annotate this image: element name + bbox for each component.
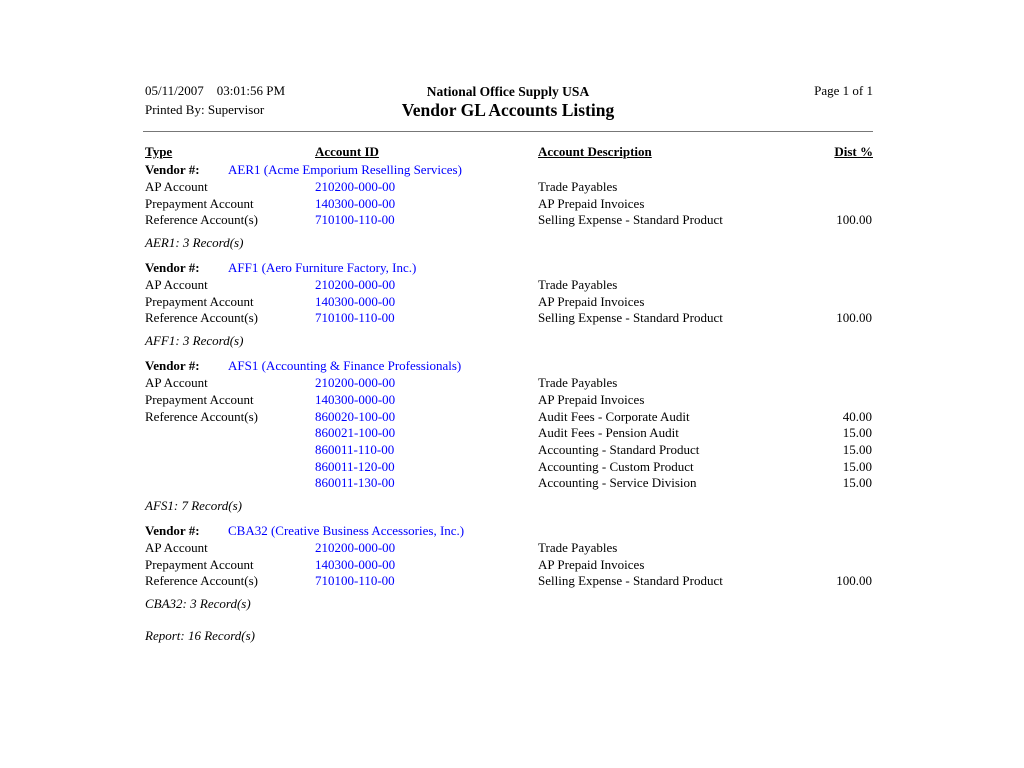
account-row (143, 557, 873, 574)
account-row (143, 540, 873, 557)
dist-percent: 100.00 (836, 212, 872, 228)
account-type: AP Account (145, 277, 208, 293)
dist-percent: 100.00 (836, 310, 872, 326)
vendor-name: AFS1 (Accounting & Finance Professionals) (228, 358, 462, 374)
dist-percent: 15.00 (842, 425, 872, 441)
account-id: 710100-110-00 (315, 212, 395, 228)
report-time: 03:01:56 PM (216, 83, 286, 98)
account-row (143, 392, 873, 409)
account-type: Prepayment Account (145, 195, 254, 211)
account-description: Accounting - Standard Product (538, 441, 700, 457)
account-description: AP Prepaid Invoices (538, 556, 645, 572)
vendor-name: AFF1 (Aero Furniture Factory, Inc.) (228, 260, 417, 276)
account-type: AP Account (145, 179, 208, 194)
account-id: 860020-100-00 (315, 408, 396, 424)
account-description: AP Prepaid Invoices (538, 195, 645, 211)
vendor-number-label: Vendor #: (145, 358, 200, 374)
column-header-dist-percent: Dist % (834, 144, 873, 159)
account-description: AP Prepaid Invoices (538, 391, 645, 407)
vendor-summary: AFF1: 3 Record(s) (145, 333, 244, 349)
account-type: AP Account (145, 375, 208, 391)
account-id: 860021-100-00 (315, 425, 396, 441)
account-type: Prepayment Account (145, 556, 254, 572)
account-description: Selling Expense - Standard Product (538, 310, 723, 326)
vendor-gl-accounts-report (143, 83, 873, 643)
dist-percent: 15.00 (842, 441, 872, 457)
account-type: Prepayment Account (145, 391, 254, 407)
account-row (143, 196, 873, 213)
report-summary: Report: 16 Record(s) (145, 628, 255, 643)
account-row (143, 459, 873, 476)
vendor-block (143, 260, 873, 358)
vendor-line (143, 260, 873, 277)
account-description: Trade Payables (538, 375, 618, 391)
report-header-center (143, 84, 873, 121)
column-header-type: Type (145, 144, 173, 159)
vendor-block (143, 162, 873, 260)
account-row (143, 573, 873, 590)
account-id: 140300-000-00 (315, 293, 396, 309)
header-rule (143, 131, 873, 132)
account-id: 710100-110-00 (315, 573, 395, 589)
account-id: 140300-000-00 (315, 195, 396, 211)
account-description: Trade Payables (538, 539, 618, 555)
vendor-number-label: Vendor #: (145, 162, 200, 177)
vendor-name: AER1 (Acme Emporium Reselling Services) (228, 162, 462, 177)
account-row (143, 179, 873, 196)
account-id: 210200-000-00 (315, 539, 396, 555)
account-type: Reference Account(s) (145, 310, 258, 326)
page-number: Page 1 of 1 (814, 83, 873, 98)
account-row (143, 277, 873, 294)
account-type: Reference Account(s) (145, 573, 258, 589)
vendor-rows (143, 375, 873, 492)
column-header-account-description: Account Description (538, 144, 652, 159)
vendor-summary: AER1: 3 Record(s) (145, 235, 244, 251)
printed-by: Printed By: Supervisor (145, 102, 265, 117)
vendor-rows (143, 540, 873, 590)
vendor-rows (143, 277, 873, 327)
vendor-line (143, 162, 873, 179)
vendor-rows (143, 179, 873, 229)
vendor-summary: AFS1: 7 Record(s) (145, 497, 242, 513)
account-description: Accounting - Custom Product (538, 458, 694, 474)
account-id: 140300-000-00 (315, 391, 396, 407)
account-id: 710100-110-00 (315, 310, 395, 326)
account-id: 860011-120-00 (315, 458, 395, 474)
report-body (143, 162, 873, 645)
account-id: 210200-000-00 (315, 375, 396, 391)
dist-percent: 15.00 (842, 458, 872, 474)
vendor-number-label: Vendor #: (145, 522, 200, 538)
dist-percent: 40.00 (842, 408, 872, 424)
account-row (143, 442, 873, 459)
report-header (143, 84, 873, 131)
account-description: Audit Fees - Pension Audit (538, 425, 679, 441)
account-type: AP Account (145, 539, 208, 555)
account-id: 860011-110-00 (315, 441, 395, 457)
account-description: Trade Payables (538, 179, 618, 194)
company-name: National Office Supply USA (426, 84, 590, 99)
report-date: 05/11/2007 (145, 83, 204, 98)
account-row (143, 212, 873, 229)
vendor-number-label: Vendor #: (145, 260, 200, 276)
account-row (143, 294, 873, 311)
account-id: 860011-130-00 (315, 475, 395, 491)
account-id: 210200-000-00 (315, 277, 396, 293)
account-description: Accounting - Service Division (538, 475, 697, 491)
column-header-account-id: Account ID (315, 144, 379, 159)
account-description: Audit Fees - Corporate Audit (538, 408, 690, 424)
account-row (143, 475, 873, 492)
column-headers (143, 144, 873, 160)
vendor-line (143, 358, 873, 375)
dist-percent: 15.00 (842, 475, 872, 491)
report-title: Vendor GL Accounts Listing (401, 100, 615, 120)
account-type: Reference Account(s) (145, 408, 258, 424)
vendor-summary: CBA32: 3 Record(s) (145, 596, 251, 611)
account-type: Prepayment Account (145, 293, 254, 309)
vendor-block (143, 358, 873, 523)
vendor-line (143, 523, 873, 540)
account-description: Trade Payables (538, 277, 618, 293)
account-type: Reference Account(s) (145, 212, 258, 228)
account-description: AP Prepaid Invoices (538, 293, 645, 309)
account-row (143, 375, 873, 392)
account-description: Selling Expense - Standard Product (538, 212, 723, 228)
account-row (143, 409, 873, 426)
vendor-name: CBA32 (Creative Business Accessories, Inc.) (228, 522, 465, 538)
account-id: 140300-000-00 (315, 556, 396, 572)
account-id: 210200-000-00 (315, 179, 396, 194)
vendor-block (143, 523, 873, 621)
account-row (143, 310, 873, 327)
account-description: Selling Expense - Standard Product (538, 573, 723, 589)
account-row (143, 425, 873, 442)
dist-percent: 100.00 (836, 573, 872, 589)
